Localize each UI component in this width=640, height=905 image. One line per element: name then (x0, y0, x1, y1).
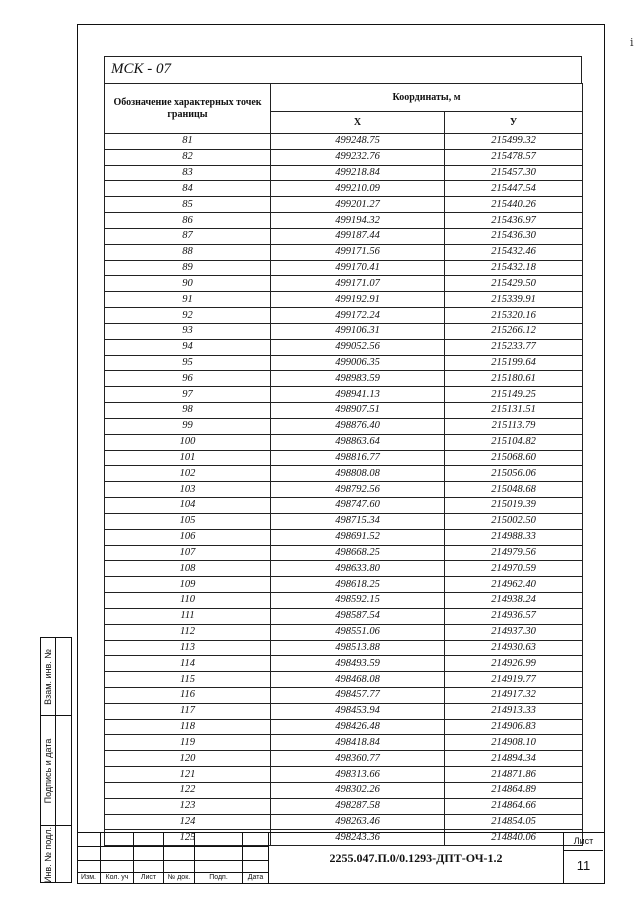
table-body (105, 134, 583, 846)
point-cell: 83 (105, 165, 271, 181)
side-field-podpis (41, 716, 55, 826)
point-cell: 111 (105, 608, 271, 624)
point-cell: 100 (105, 434, 271, 450)
point-cell: 103 (105, 482, 271, 498)
x-cell: 498983.59 (271, 371, 445, 387)
y-cell: 214930.63 (445, 640, 583, 656)
table-row (105, 387, 583, 403)
y-cell: 215104.82 (445, 434, 583, 450)
stamp-col-podp: Подп. (195, 833, 243, 883)
table-row (105, 640, 583, 656)
table-row (105, 450, 583, 466)
table-row (105, 529, 583, 545)
y-cell: 215432.46 (445, 244, 583, 260)
x-cell: 499171.56 (271, 244, 445, 260)
x-cell: 499006.35 (271, 355, 445, 371)
point-cell: 123 (105, 798, 271, 814)
side-field-inv (41, 826, 55, 884)
x-cell: 499210.09 (271, 181, 445, 197)
x-cell: 498792.56 (271, 482, 445, 498)
x-cell: 498287.58 (271, 798, 445, 814)
table-row (105, 656, 583, 672)
table-row (105, 814, 583, 830)
x-cell: 498457.77 (271, 687, 445, 703)
point-cell: 109 (105, 577, 271, 593)
point-cell: 82 (105, 149, 271, 165)
x-cell: 499171.07 (271, 276, 445, 292)
coordinates-table (104, 83, 583, 846)
y-cell: 214988.33 (445, 529, 583, 545)
y-cell: 214840.06 (445, 830, 583, 846)
table-row (105, 403, 583, 419)
title-block (77, 832, 605, 884)
y-cell: 214926.99 (445, 656, 583, 672)
table-row (105, 260, 583, 276)
point-cell: 120 (105, 751, 271, 767)
x-cell: 498302.26 (271, 782, 445, 798)
point-cell: 106 (105, 529, 271, 545)
table-row (105, 513, 583, 529)
y-cell: 215149.25 (445, 387, 583, 403)
y-cell: 215002.50 (445, 513, 583, 529)
x-column-header: X (271, 112, 445, 134)
side-label-column (41, 638, 56, 882)
table-row (105, 719, 583, 735)
point-cell: 118 (105, 719, 271, 735)
point-cell: 108 (105, 561, 271, 577)
table-row (105, 339, 583, 355)
point-cell: 96 (105, 371, 271, 387)
y-cell: 214970.59 (445, 561, 583, 577)
page-frame (77, 24, 605, 884)
x-cell: 498941.13 (271, 387, 445, 403)
point-cell: 121 (105, 767, 271, 783)
y-cell: 215048.68 (445, 482, 583, 498)
y-cell: 214864.89 (445, 782, 583, 798)
point-cell: 102 (105, 466, 271, 482)
y-cell: 215056.06 (445, 466, 583, 482)
y-cell: 215436.97 (445, 213, 583, 229)
point-cell: 99 (105, 418, 271, 434)
y-cell: 214854.05 (445, 814, 583, 830)
x-cell: 498468.08 (271, 672, 445, 688)
x-cell: 498691.52 (271, 529, 445, 545)
x-cell: 498816.77 (271, 450, 445, 466)
table-row (105, 134, 583, 150)
y-cell: 214917.32 (445, 687, 583, 703)
x-cell: 498313.66 (271, 767, 445, 783)
point-cell: 89 (105, 260, 271, 276)
x-cell: 498715.34 (271, 513, 445, 529)
y-cell: 215266.12 (445, 323, 583, 339)
side-value-column (55, 638, 71, 882)
table-row (105, 244, 583, 260)
table-row (105, 213, 583, 229)
x-cell: 498633.80 (271, 561, 445, 577)
y-cell: 215320.16 (445, 308, 583, 324)
x-cell: 498513.88 (271, 640, 445, 656)
x-cell: 499248.75 (271, 134, 445, 150)
y-cell: 215019.39 (445, 498, 583, 514)
x-cell: 499194.32 (271, 213, 445, 229)
x-cell: 499052.56 (271, 339, 445, 355)
sheet-number: 11 (576, 858, 591, 873)
side-label-podpis: Подпись и дата (43, 738, 53, 803)
stamp-col-data: Дата (243, 833, 269, 883)
point-cell: 92 (105, 308, 271, 324)
x-cell: 499187.44 (271, 228, 445, 244)
table-row (105, 482, 583, 498)
x-cell: 499232.76 (271, 149, 445, 165)
point-cell: 84 (105, 181, 271, 197)
point-cell: 124 (105, 814, 271, 830)
point-cell: 125 (105, 830, 271, 846)
point-cell: 114 (105, 656, 271, 672)
x-cell: 498426.48 (271, 719, 445, 735)
stamp-col-kol: Кол. уч (101, 833, 134, 883)
y-cell: 215457.30 (445, 165, 583, 181)
table-row (105, 593, 583, 609)
point-cell: 95 (105, 355, 271, 371)
y-cell: 214871.86 (445, 767, 583, 783)
y-cell: 215447.54 (445, 181, 583, 197)
table-row (105, 292, 583, 308)
x-cell: 498863.64 (271, 434, 445, 450)
x-cell: 499170.41 (271, 260, 445, 276)
table-row (105, 308, 583, 324)
point-cell: 105 (105, 513, 271, 529)
table-row (105, 624, 583, 640)
y-cell: 215131.51 (445, 403, 583, 419)
point-cell: 110 (105, 593, 271, 609)
point-cell: 91 (105, 292, 271, 308)
x-cell: 498668.25 (271, 545, 445, 561)
point-cell: 101 (105, 450, 271, 466)
table-row (105, 687, 583, 703)
y-cell: 214936.57 (445, 608, 583, 624)
table-row (105, 577, 583, 593)
y-cell: 214908.10 (445, 735, 583, 751)
x-cell: 498418.84 (271, 735, 445, 751)
x-cell: 498907.51 (271, 403, 445, 419)
y-cell: 215233.77 (445, 339, 583, 355)
point-cell: 122 (105, 782, 271, 798)
x-cell: 498243.36 (271, 830, 445, 846)
x-cell: 499218.84 (271, 165, 445, 181)
point-cell: 116 (105, 687, 271, 703)
point-column-header: Обозначение характерных точек границы (105, 84, 271, 134)
point-cell: 112 (105, 624, 271, 640)
x-cell: 498453.94 (271, 703, 445, 719)
point-cell: 88 (105, 244, 271, 260)
y-cell: 215429.50 (445, 276, 583, 292)
x-cell: 499192.91 (271, 292, 445, 308)
stamp-col-izm: Изм. (77, 833, 101, 883)
point-cell: 113 (105, 640, 271, 656)
side-label-inv: Инв. № подл. (43, 826, 53, 884)
x-cell: 498618.25 (271, 577, 445, 593)
y-cell: 215339.91 (445, 292, 583, 308)
y-cell: 215499.32 (445, 134, 583, 150)
y-cell: 215180.61 (445, 371, 583, 387)
table-row (105, 466, 583, 482)
x-cell: 498493.59 (271, 656, 445, 672)
y-cell: 215068.60 (445, 450, 583, 466)
side-field-vzam (41, 638, 55, 716)
stamp-col-list: Лист (134, 833, 164, 883)
point-cell: 81 (105, 134, 271, 150)
x-cell: 498360.77 (271, 751, 445, 767)
y-column-header: У (445, 112, 583, 134)
y-cell: 214919.77 (445, 672, 583, 688)
document-code: 2255.047.П.0/0.1293-ДПТ-ОЧ-1.2 (269, 833, 564, 883)
y-cell: 215113.79 (445, 418, 583, 434)
table-row (105, 545, 583, 561)
table-row (105, 371, 583, 387)
corner-mark: i (630, 36, 634, 49)
y-cell: 215478.57 (445, 149, 583, 165)
x-cell: 499106.31 (271, 323, 445, 339)
table-row (105, 418, 583, 434)
x-cell: 498592.15 (271, 593, 445, 609)
table-row (105, 798, 583, 814)
point-cell: 86 (105, 213, 271, 229)
point-cell: 97 (105, 387, 271, 403)
sheet-box (564, 833, 603, 883)
coordinate-system-label: МСК - 07 (104, 56, 582, 84)
sheet-label: Лист (564, 833, 603, 851)
x-cell: 498551.06 (271, 624, 445, 640)
point-cell: 98 (105, 403, 271, 419)
y-cell: 215440.26 (445, 197, 583, 213)
table-row (105, 751, 583, 767)
y-cell: 215436.30 (445, 228, 583, 244)
table-row (105, 197, 583, 213)
table-row (105, 767, 583, 783)
table-row (105, 355, 583, 371)
side-stamp (40, 637, 72, 883)
table-row (105, 323, 583, 339)
table-row (105, 561, 583, 577)
y-cell: 215432.18 (445, 260, 583, 276)
table-row (105, 228, 583, 244)
side-label-vzam: Взам. инв. № (43, 648, 53, 705)
table-row (105, 434, 583, 450)
y-cell: 214864.66 (445, 798, 583, 814)
table-row (105, 782, 583, 798)
y-cell: 215199.64 (445, 355, 583, 371)
point-cell: 87 (105, 228, 271, 244)
y-cell: 214913.33 (445, 703, 583, 719)
table-row (105, 735, 583, 751)
table-row (105, 672, 583, 688)
y-cell: 214962.40 (445, 577, 583, 593)
table-row (105, 608, 583, 624)
x-cell: 499201.27 (271, 197, 445, 213)
x-cell: 498587.54 (271, 608, 445, 624)
y-cell: 214979.56 (445, 545, 583, 561)
table-row (105, 498, 583, 514)
point-cell: 117 (105, 703, 271, 719)
table-row (105, 276, 583, 292)
y-cell: 214938.24 (445, 593, 583, 609)
table-row (105, 181, 583, 197)
point-cell: 104 (105, 498, 271, 514)
point-cell: 115 (105, 672, 271, 688)
table-row (105, 703, 583, 719)
y-cell: 214894.34 (445, 751, 583, 767)
point-cell: 93 (105, 323, 271, 339)
stamp-col-ndok: № док. (164, 833, 195, 883)
point-cell: 94 (105, 339, 271, 355)
y-cell: 214937.30 (445, 624, 583, 640)
point-cell: 119 (105, 735, 271, 751)
table-row (105, 149, 583, 165)
table-row (105, 165, 583, 181)
x-cell: 498747.60 (271, 498, 445, 514)
coordinates-group-header: Координаты, м (271, 84, 583, 112)
y-cell: 214906.83 (445, 719, 583, 735)
point-cell: 85 (105, 197, 271, 213)
x-cell: 498876.40 (271, 418, 445, 434)
x-cell: 499172.24 (271, 308, 445, 324)
x-cell: 498808.08 (271, 466, 445, 482)
x-cell: 498263.46 (271, 814, 445, 830)
point-cell: 90 (105, 276, 271, 292)
point-cell: 107 (105, 545, 271, 561)
